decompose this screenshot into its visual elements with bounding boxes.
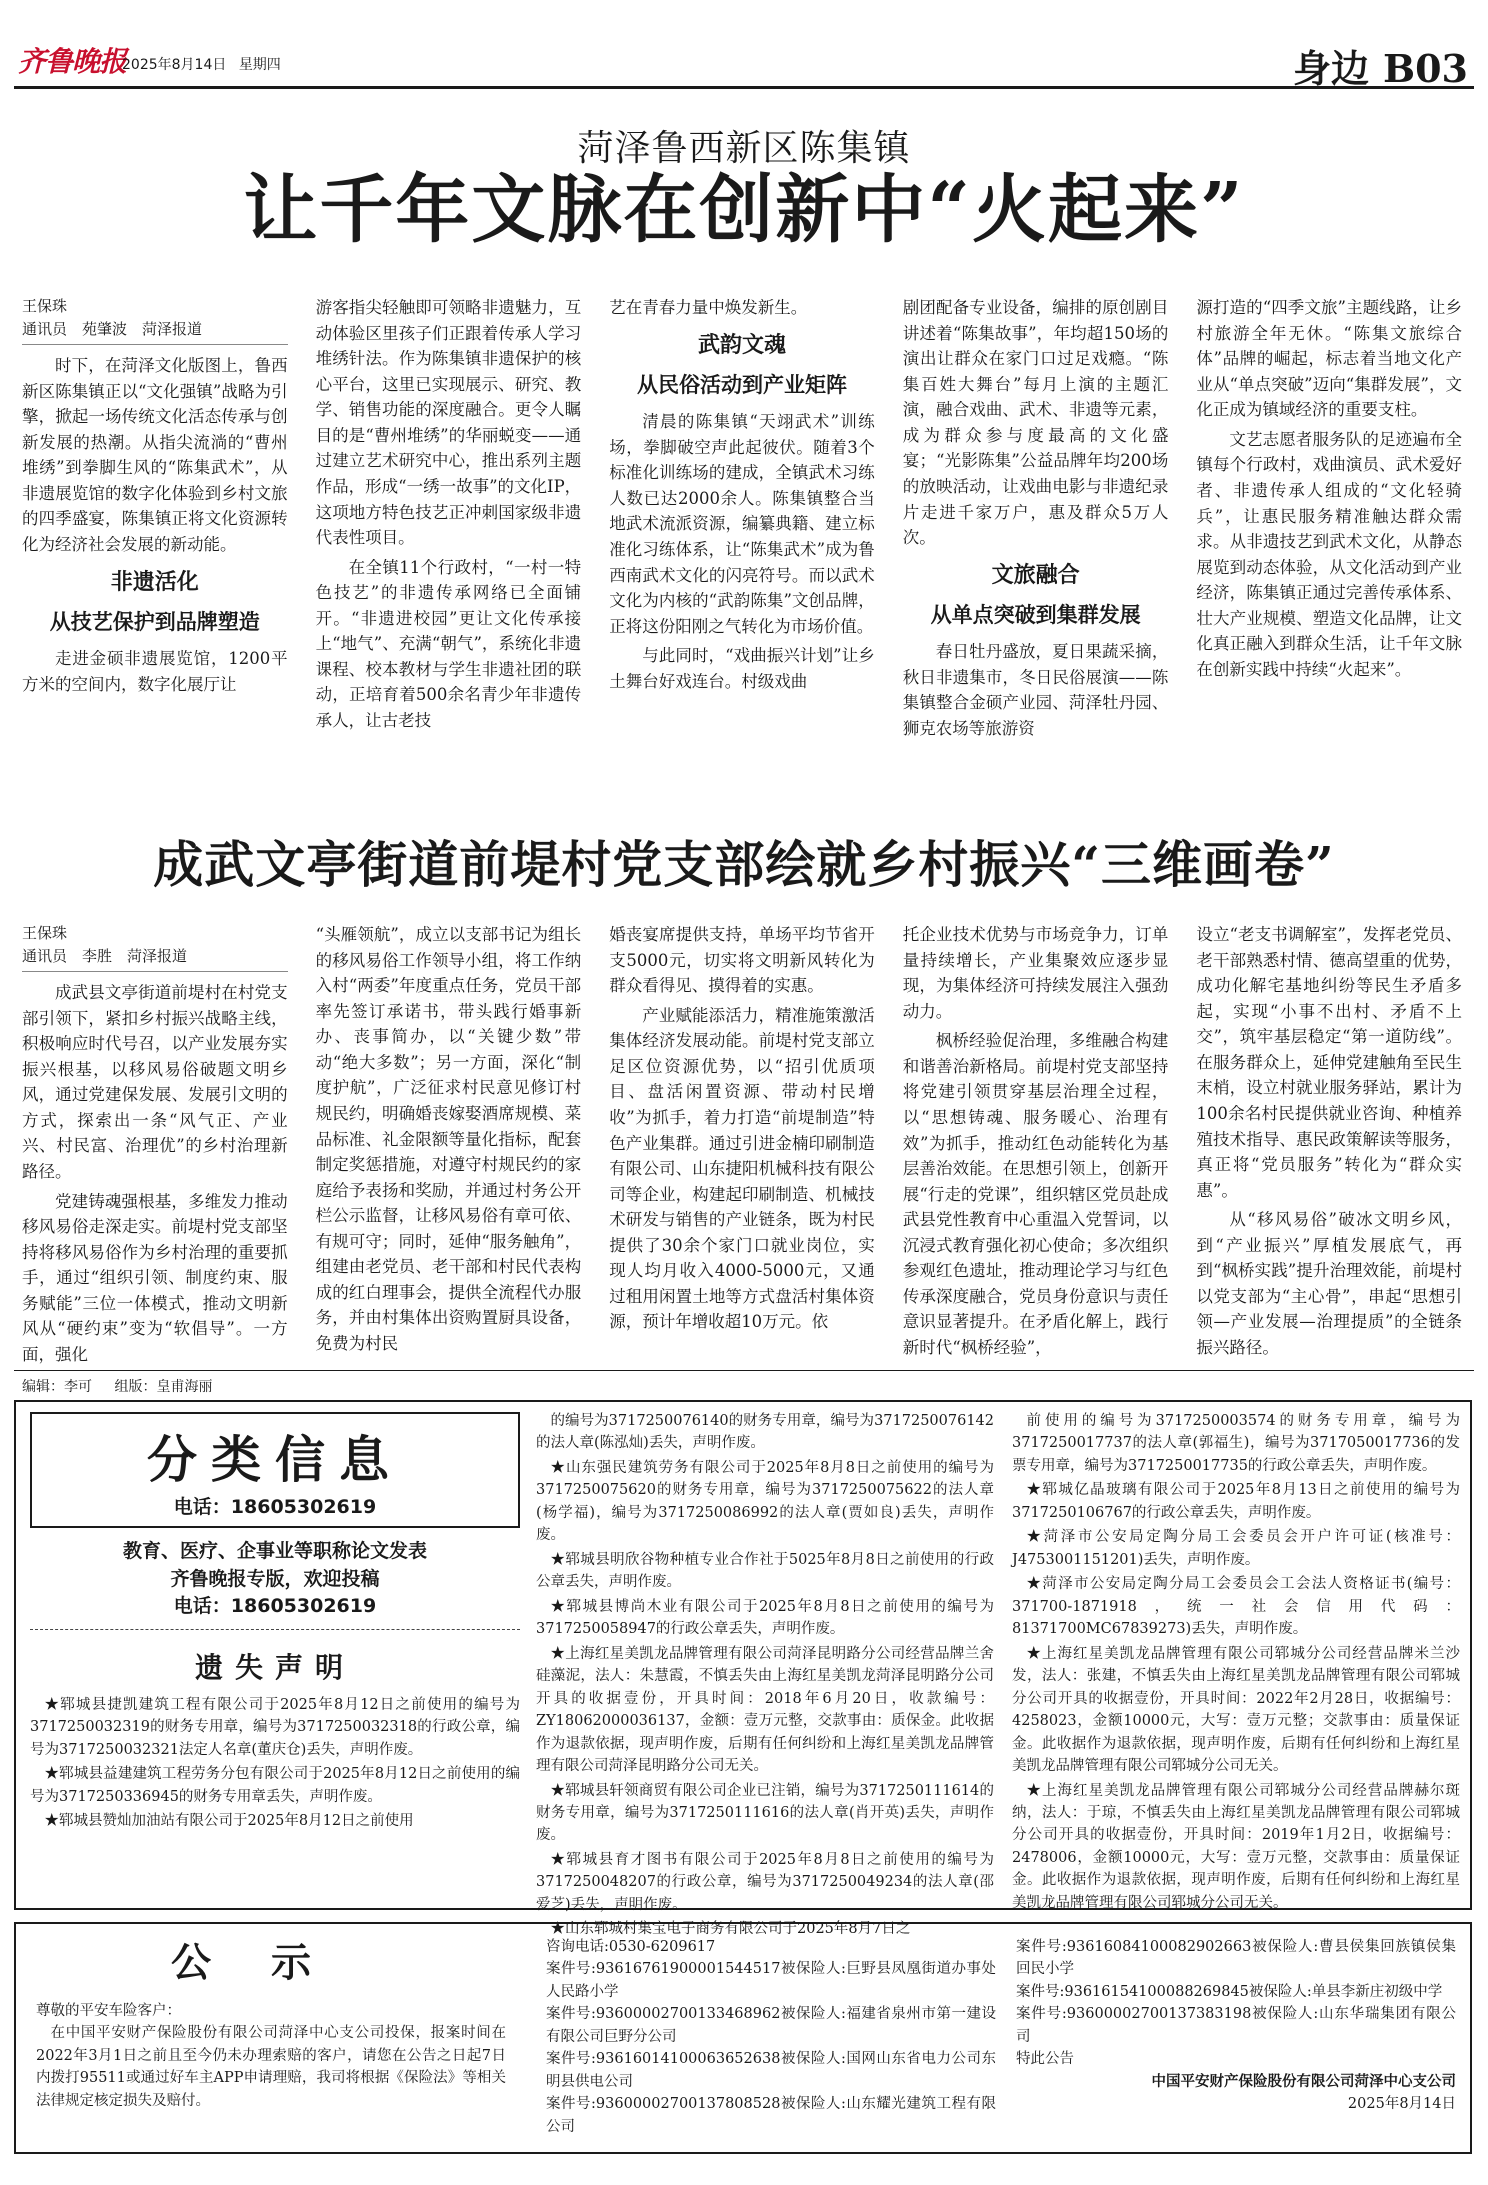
lost-notice-item: ★郓城县益建建筑工程劳务分包有限公司于2025年8月12日之前使用的编号为3717250336945的财务专用章丢失，声明作废。 bbox=[30, 1766, 520, 1805]
notice-left-column bbox=[36, 1932, 506, 2114]
paragraph: 游客指尖轻触即可领略非遗魅力，互动体验区里孩子们正跟着传承人学习堆绣针法。作为陈集镇非遗保护的核心平台，这里已实现展示、研究、教学、销售功能的深度融合。更令人瞩目的是“曹州堆绣”的华丽蜕变——通过建立艺术研究中心，推出系列主题作品，形成“一绣一故事”的文化IP，这项地方特色技艺正冲刺国家级非遗代表性项目。 bbox=[315, 298, 582, 548]
lost-notice-item: ★郓城亿晶玻璃有限公司于2025年8月13日之前使用的编号为3717250106767的行政公章丢失，声明作废。 bbox=[1012, 1482, 1460, 1521]
story1-byline bbox=[22, 295, 288, 345]
lost-notice-item: ★山东郓城村集宝电子商务有限公司于2025年8月7日之 bbox=[550, 1921, 911, 1938]
paragraph: 成武县文亭街道前堤村在村党支部引领下，紧扣乡村振兴战略主线，积极响应时代号召，以产业发展夯实振兴根基，以移风易俗破题文明乡风，通过党建保发展、发展引文明的方式，探索出一条“风气正、产业兴、村民富、治理优”的乡村治理新路径。 bbox=[22, 983, 288, 1181]
notice-line: 案件号:93616761900001544517被保险人:巨野县凤凰街道办事处人民路小学 bbox=[546, 1961, 996, 2000]
subhead-title: 非遗活化 bbox=[110, 569, 199, 595]
notice-line: 案件号:93616014100063652638被保险人:国网山东省电力公司东明县供电公司 bbox=[546, 2051, 996, 2090]
classified-phone: 电话：18605302619 bbox=[173, 1496, 377, 1518]
lost-notice-list bbox=[30, 1694, 520, 1833]
story2-column-1 bbox=[22, 922, 288, 1371]
paragraph: 在全镇11个行政村，“一村一特色技艺”的非遗传承网络已全面铺开。“非遗进校园”更让文化传承接上“地气”、充满“朝气”，系统化非遗课程、校本教材与学生非遗社团的联动，正培育着500余名青少年非遗传承人，让古老技 bbox=[315, 557, 582, 730]
story1-correspondent: 通讯员 苑肇波 菏泽报道 bbox=[22, 319, 203, 338]
lost-notice-item: 的编号为3717250076140的财务专用章，编号为3717250076142的法人章(陈泓灿)丢失，声明作废。 bbox=[536, 1413, 994, 1452]
notice-signature: 中国平安财产保险股份有限公司菏泽中心支公司 bbox=[1151, 2072, 1456, 2090]
lost-notice-item: ★菏泽市公安局定陶分局工会委员会开户许可证(核准号：J4753001151201)丢失，声明作废。 bbox=[1012, 1529, 1460, 1568]
story2-headline: 成武文亭街道前堤村党支部绘就乡村振兴“三维画卷” bbox=[153, 835, 1335, 894]
story1-kicker: 菏泽鲁西新区陈集镇 bbox=[577, 128, 911, 169]
story1-author: 王保珠 bbox=[22, 297, 68, 315]
promo-phone: 电话：18605302619 bbox=[173, 1595, 377, 1618]
story2-column-2 bbox=[316, 922, 582, 1371]
story2-column-3 bbox=[609, 922, 875, 1371]
masthead bbox=[14, 30, 1474, 89]
lost-notice-item: ★上海红星美凯龙品牌管理有限公司菏泽昆明路分公司经营品牌兰舍硅藻泥，法人：朱慧霞，不慎丢失由上海红星美凯龙菏泽昆明路分公司开具的收据壹份，开具时间：2018年6月20日，收款编号：ZY18062000036137，金额：壹万元整，交款事由：质保金。此收据作为退款依据，现声明作废，后期有任何纠纷和上海红星美凯龙品牌管理有限公司菏泽昆明路分公司无关。 bbox=[536, 1645, 994, 1775]
promo-line: 齐鲁晚报专版，欢迎投稿 bbox=[170, 1567, 380, 1590]
story1-column-1 bbox=[22, 295, 288, 755]
promo-line: 教育、医疗、企事业等职称论文发表 bbox=[122, 1540, 427, 1562]
story1-column-4 bbox=[903, 295, 1169, 755]
subhead-subtitle: 从技艺保护到品牌塑造 bbox=[49, 608, 260, 634]
paragraph: 设立“老支书调解室”，发挥老党员、老干部熟悉村情、德高望重的优势，成功化解宅基地纠纷等民生矛盾多起，实现“小事不出村、矛盾不上交”，筑牢基层稳定“第一道防线”。在服务群众上，延伸党建触角至民生末梢，设立村就业服务驿站，累计为100余名村民提供就业咨询、种植养殖技术指导、惠民政策解读等服务，真正将“党员服务”转化为“群众实惠”。 bbox=[1196, 925, 1462, 1200]
paragraph: 春日牡丹盛放，夏日果蔬采摘，秋日非遗集市，冬日民俗展演——陈集镇整合金硕产业园、菏泽牡丹园、狮克农场等旅游资 bbox=[902, 642, 1169, 738]
subhead-subtitle: 从民俗活动到产业矩阵 bbox=[636, 371, 847, 397]
notice-line: 咨询电话:0530-6209617 bbox=[546, 1939, 716, 1955]
issue-weekday: 星期四 bbox=[238, 57, 281, 73]
lost-notice-item: ★郓城县明欣谷物种植专业合作社于5025年8月8日之前使用的行政公章丢失，声明作废。 bbox=[536, 1551, 994, 1591]
story1-headline: 让千年文脉在创新中“火起来” bbox=[243, 167, 1245, 253]
section-name: 身边 bbox=[1292, 46, 1369, 91]
lost-notice-title: 遗失声明 bbox=[194, 1650, 355, 1684]
lost-notice-item: ★菏泽市公安局定陶分局工会委员会工会法人资格证书(编号：371700-1871918，统一社会信用代码：81371700MC67839273)丢失，声明作废。 bbox=[1012, 1576, 1460, 1638]
notice-line: 案件号:93600002700133468962被保险人:福建省泉州市第一建设有限公司巨野分公司 bbox=[546, 2006, 996, 2045]
page-number: B03 bbox=[1383, 46, 1468, 91]
notice-right-column bbox=[1016, 1936, 1456, 2116]
notice-line: 案件号:93600002700137808528被保险人:山东耀光建筑工程有限公司 bbox=[546, 2096, 996, 2135]
story1-column-2 bbox=[316, 295, 582, 755]
subhead-subtitle: 从单点突破到集群发展 bbox=[930, 601, 1141, 627]
paragraph: 党建铸魂强根基，多维发力推动移风易俗走深走实。前堤村党支部坚持将移风易俗作为乡村治理的重要抓手，通过“组织引领、制度约束、服务赋能”三位一体模式，推动文明新风从“硬约束”变为“软倡导”。一方面，强化 bbox=[22, 1191, 288, 1364]
classified-left-column bbox=[30, 1412, 520, 1902]
lost-notice-item: ★郓城县轩领商贸有限公司企业已注销，编号为3717250111614的财务专用章，编号为3717250111616的法人章(肖开英)丢失，声明作废。 bbox=[536, 1782, 994, 1844]
lost-notice-item: ★郓城县捷凯建筑工程有限公司于2025年8月12日之前使用的编号为3717250032319的财务专用章，编号为3717250032318的行政公章，编号为3717250032321法定人名章(董庆仓)丢失，声明作废。 bbox=[30, 1696, 520, 1758]
notice-body: 在中国平安财产保险股份有限公司菏泽中心支公司投保，报案时间在2022年3月1日之前且至今仍未办理索赔的客户，请您在公告之日起7日内拨打95511或通过好车主APP申请理赔，我司将根据《保险法》等相关法律规定核定损失及赔付。 bbox=[36, 2025, 506, 2109]
paragraph: 时下，在菏泽文化版图上，鲁西新区陈集镇正以“文化强镇”战略为引擎，掀起一场传统文化活态传承与创新发展的热潮。从指尖流淌的“曹州堆绣”到拳脚生风的“陈集武术”，从非遗展览馆的数字化体验到乡村文旅的四季盛宴，陈集镇正将文化资源转化为经济社会发展的新动能。 bbox=[22, 356, 288, 554]
notice-line: 案件号:93616084100082902663被保险人:曹县侯集回族镇侯集回民小学 bbox=[1016, 1939, 1456, 1978]
paragraph: 文艺志愿者服务队的足迹遍布全镇每个行政村，戏曲演员、武术爱好者、非遗传承人组成的“文化轻骑兵”，让惠民服务精准触达群众需求。从非遗技艺到武术文化，从静态展览到动态体验，从文化活动到产业经济，陈集镇正通过完善传承体系、壮大产业规模、塑造文化品牌，让文化真正融入到群众生活，让千年文脉在创新实践中持续“火起来”。 bbox=[1196, 429, 1462, 679]
story2-column-5 bbox=[1196, 922, 1462, 1371]
paragraph: 托企业技术优势与市场竞争力，订单量持续增长，产业集聚效应逐步显现，为集体经济可持续发展注入强劲动力。 bbox=[902, 925, 1169, 1021]
paragraph: 艺在青春力量中焕发新生。 bbox=[609, 298, 808, 317]
paragraph: 从“移风易俗”破冰文明乡风，到“产业振兴”厚植发展底气，再到“枫桥实践”提升治理效能，前堤村以党支部为“主心骨”，串起“思想引领—产业发展—治理提质”的全链条振兴路径。 bbox=[1196, 1210, 1462, 1357]
classified-ads bbox=[14, 1400, 1472, 1938]
paragraph: 婚丧宴席提供支持，单场平均节省开支5000元，切实将文明新风转化为群众看得见、摸得着的实惠。 bbox=[609, 925, 875, 996]
notice-line: 特此公告 bbox=[1016, 2051, 1074, 2068]
lost-notice-item: ★上海红星美凯龙品牌管理有限公司郓城分公司经营品牌赫尔斑纳，法人：于琼，不慎丢失由上海红星美凯龙品牌管理有限公司郓城分公司开具的收据壹份，开具时间：2019年1月2日，收据编号：2478006，金额10000元，大写：壹万元整，交款事由：质量保证金。此收据作为退款依据，现声明作废，后期有任何纠纷和上海红星美凯龙品牌管理有限公司郓城分公司无关。 bbox=[1012, 1782, 1460, 1911]
lost-notice-item: ★郓城县育才图书有限公司于2025年8月8日之前使用的编号为3717250048207的行政公章，编号为3717250049234的法人章(邵爱芝)丢失，声明作废。 bbox=[536, 1851, 994, 1913]
story2-body bbox=[22, 922, 1462, 1364]
notice-title: 公示 bbox=[171, 1939, 371, 1986]
issue-meta bbox=[122, 54, 289, 74]
classified-header bbox=[30, 1412, 520, 1528]
story2-column-4 bbox=[903, 922, 1169, 1371]
paragraph: 与此同时，“戏曲振兴计划”让乡土舞台好戏连台。村级戏曲 bbox=[609, 646, 875, 691]
classified-right-column bbox=[1012, 1410, 1460, 1911]
paragraph: 走进金硕非遗展览馆，1200平方米的空间内，数字化展厅让 bbox=[22, 649, 288, 694]
classified-title: 分类信息 bbox=[147, 1430, 403, 1489]
lost-notice-item: ★郓城县博尚木业有限公司于2025年8月8日之前使用的编号为3717250058947的行政公章丢失，声明作废。 bbox=[536, 1598, 994, 1638]
editor-name: 编辑：李可 bbox=[22, 1379, 92, 1395]
paragraph: 剧团配备专业设备，编排的原创剧目讲述着“陈集故事”，年均超150场的演出让群众在家门口过足戏瘾。“陈集百姓大舞台”每月上演的主题汇演，融合戏曲、武术、非遗等元素，成为群众参与度最高的文化盛宴；“光影陈集”公益品牌年均200场的放映活动，让戏曲电影与非遗纪录片走进千家万户，惠及群众5万人次。 bbox=[902, 298, 1169, 548]
paragraph: 枫桥经验促治理，多维融合构建和谐善治新格局。前堤村党支部坚持将党建引领贯穿基层治理全过程，以“思想铸魂、服务暖心、治理有效”为抓手，推动红色动能转化为基层善治效能。在思想引领上，创新开展“行走的党课”，组织辖区党员赴成武县党性教育中心重温入党誓词，以沉浸式教育强化初心使命；多次组织参观红色遗址，推动理论学习与红色传承深度融合，党员身份意识与责任意识显著提升。在矛盾化解上，践行新时代“枫桥经验”， bbox=[902, 1031, 1169, 1357]
paragraph: 产业赋能添活力，精准施策激活集体经济发展动能。前堤村党支部立足区位资源优势，以“招引优质项目、盘活闲置资源、带动村民增收”为抓手，着力打造“前堤制造”特色产业集群。通过引进金楠印刷制造有限公司、山东捷阳机械科技有限公司等企业，构建起印刷制造、机械技术研发与销售的产业链条，既为村民提供了30余个家门口就业岗位，实现人均月收入4000-5000元，又通过租用闲置土地等方式盘活村集体资源，预计年增收超10万元。依 bbox=[609, 1005, 875, 1332]
notice-date: 2025年8月14日 bbox=[1347, 2096, 1456, 2113]
page-info bbox=[1293, 38, 1468, 93]
notice-greeting: 尊敬的平安车险客户： bbox=[36, 2003, 181, 2019]
notice-middle-column bbox=[546, 1936, 996, 2138]
divider bbox=[14, 1370, 1474, 1371]
issue-date: 2025年8月14日 bbox=[122, 57, 227, 73]
public-notice bbox=[14, 1922, 1472, 2154]
classified-promo bbox=[30, 1528, 520, 1630]
subhead-title: 文旅融合 bbox=[991, 562, 1080, 588]
lost-notice-item: 前使用的编号为3717250003574的财务专用章，编号为3717250017737的法人章(郭福生)，编号为3717050017736的发票专用章，编号为3717250017735的行政公章丢失，声明作废。 bbox=[1012, 1413, 1460, 1474]
story1-body bbox=[22, 295, 1462, 755]
classified-middle-column bbox=[536, 1410, 994, 1938]
notice-line: 案件号:93616154100088269845被保险人:单县李新庄初级中学 bbox=[1016, 1983, 1443, 2000]
subhead-title: 武韵文魂 bbox=[697, 332, 786, 358]
story1-column-5 bbox=[1196, 295, 1462, 755]
editor-credits bbox=[22, 1376, 230, 1396]
lost-notice-item: ★郓城县赞灿加油站有限公司于2025年8月12日之前使用 bbox=[44, 1812, 414, 1829]
lost-notice-item: ★山东强民建筑劳务有限公司于2025年8月8日之前使用的编号为3717250075620的财务专用章，编号为3717250075622的法人章(杨学福)，编号为3717250086992的法人章(贾如良)丢失，声明作废。 bbox=[536, 1459, 994, 1544]
newspaper-logo: 齐鲁晚报 bbox=[18, 45, 127, 78]
paragraph: “头雁领航”，成立以支部书记为组长的移风易俗工作领导小组，将工作纳入村“两委”年度重点任务，党员干部率先签订承诺书，带头践行婚事新办、丧事简办，以“关键少数”带动“绝大多数”；另一方面，深化“制度护航”，广泛征求村民意见修订村规民约，明确婚丧嫁娶酒席规模、菜品标准、礼金限额等量化指标，配套制定奖惩措施，对遵守村规民约的家庭给予表扬和奖励，并通过村务公开栏公示监督，让移风易俗有章可依、有规可守；同时，延伸“服务触角”，组建由老党员、老干部和村民代表构成的红白理事会，提供全流程代办服务，并由村集体出资购置厨具设备，免费为村民 bbox=[315, 925, 582, 1353]
lost-notice-item: ★上海红星美凯龙品牌管理有限公司郓城分公司经营品牌米兰沙发，法人：张建，不慎丢失由上海红星美凯龙品牌管理有限公司郓城分公司开具的收据壹份，开具时间：2022年2月28日，收据编号：4258023，金额10000元，大写：壹万元整；交款事由：质量保证金。此收据作为退款依据，现声明作废，后期有任何纠纷和上海红星美凯龙品牌管理有限公司郓城分公司无关。 bbox=[1012, 1645, 1460, 1775]
paragraph: 清晨的陈集镇“天翊武术”训练场，拳脚破空声此起彼伏。随着3个标准化训练场的建成，全镇武术习练人数已达2000余人。陈集镇整合当地武术流派资源，编纂典籍、建立标准化习练体系，让“陈集武术”成为鲁西南武术文化的闪亮符号。而以武术文化为内核的“武韵陈集”文创品牌，正将这份阳刚之气转化为市场价值。 bbox=[609, 412, 875, 636]
story2-author: 王保珠 bbox=[22, 924, 68, 942]
notice-line: 案件号:93600002700137383198被保险人:山东华瑞集团有限公司 bbox=[1016, 2006, 1456, 2045]
paragraph: 源打造的“四季文旅”主题线路，让乡村旅游全年无休。“陈集文旅综合体”品牌的崛起，标志着当地文化产业从“单点突破”迈向“集群发展”，文化正成为镇域经济的重要支柱。 bbox=[1196, 298, 1462, 420]
story2-byline bbox=[22, 922, 288, 972]
story1-column-3 bbox=[609, 295, 875, 755]
story2-correspondent: 通讯员 李胜 菏泽报道 bbox=[22, 946, 188, 965]
layout-editor-name: 组版：皇甫海丽 bbox=[114, 1379, 213, 1395]
